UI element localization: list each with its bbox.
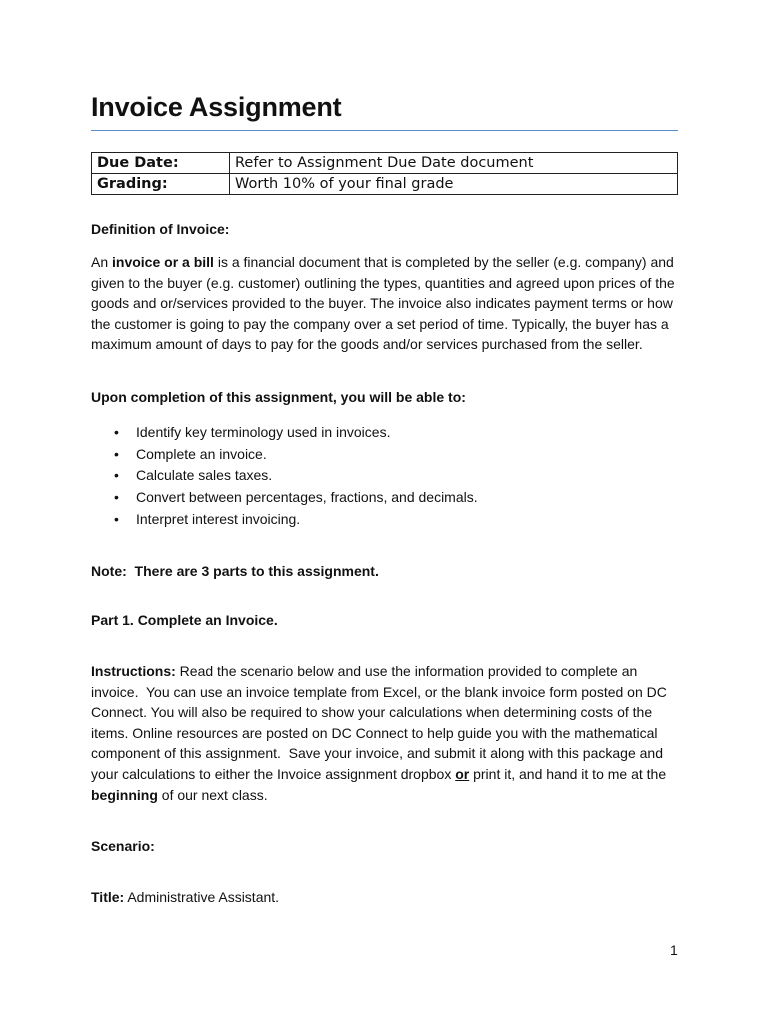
instructions-label: Instructions: [91,663,176,679]
outcomes-heading: Upon completion of this assignment, you will be able to: [91,389,466,405]
title-line-value: Administrative Assistant. [124,889,280,905]
definition-term: invoice or a bill [112,254,214,270]
list-item: • Interpret interest invoicing. [91,509,478,531]
instructions-text-2: print it, and hand it to me at the [469,765,671,782]
due-date-label: Due Date: [92,153,230,174]
grading-value: Worth 10% of your final grade [230,174,678,195]
grading-label: Grading: [92,174,230,195]
due-date-value: Refer to Assignment Due Date document [230,153,678,174]
note-line: Note: There are 3 parts to this assignment. [91,563,379,579]
scenario-heading: Scenario: [91,838,155,854]
part1-heading: Part 1. Complete an Invoice. [91,612,278,628]
outcomes-list [91,422,478,531]
assignment-info-table [91,152,678,195]
or-emphasis: or [455,765,470,782]
definition-paragraph [91,252,681,355]
page-number: 1 [670,942,678,958]
title-line [91,887,681,908]
definition-heading: Definition of Invoice: [91,221,230,237]
definition-text: is a financial document that is completed by the seller (e.g. company) and given to the buyer (e.g. customer) outlining the types, quantities and agreed upon prices of the goods and or/services provided to the buyer. The invoice also indicates payment terms or how the customer is going to pay the company over a set period of time. Typically, the buyer has a maximum amount of days to pay for the goods and/or services purchased from the seller. [91,254,675,353]
instructions-text: Read the scenario below and use the information provided to complete an invoice. You can use an invoice template from Excel, or the blank invoice form posted on DC Connect. You will also be required to show your calculations when determining costs of the items. Online resources are posted on DC Connect to help guide you with the mathematical component of this assignment. Save your invoice, and submit it along with this package and your calculations to either the Invoice assignment dropbox [91,663,671,782]
definition-lead: An [91,254,113,270]
table-row [92,174,678,195]
list-item: • Complete an invoice. [91,444,478,466]
document-title: Invoice Assignment [91,92,342,122]
instructions-paragraph [91,661,681,805]
table-row [92,153,678,174]
beginning-emphasis: beginning [91,786,158,803]
list-item: • Calculate sales taxes. [91,465,478,487]
title-line-label: Title: [91,889,125,905]
list-item: • Convert between percentages, fractions, and decimals. [91,487,478,509]
list-item: • Identify key terminology used in invoices. [91,422,478,444]
title-underline [91,130,678,131]
instructions-text-3: of our next class. [157,786,268,803]
